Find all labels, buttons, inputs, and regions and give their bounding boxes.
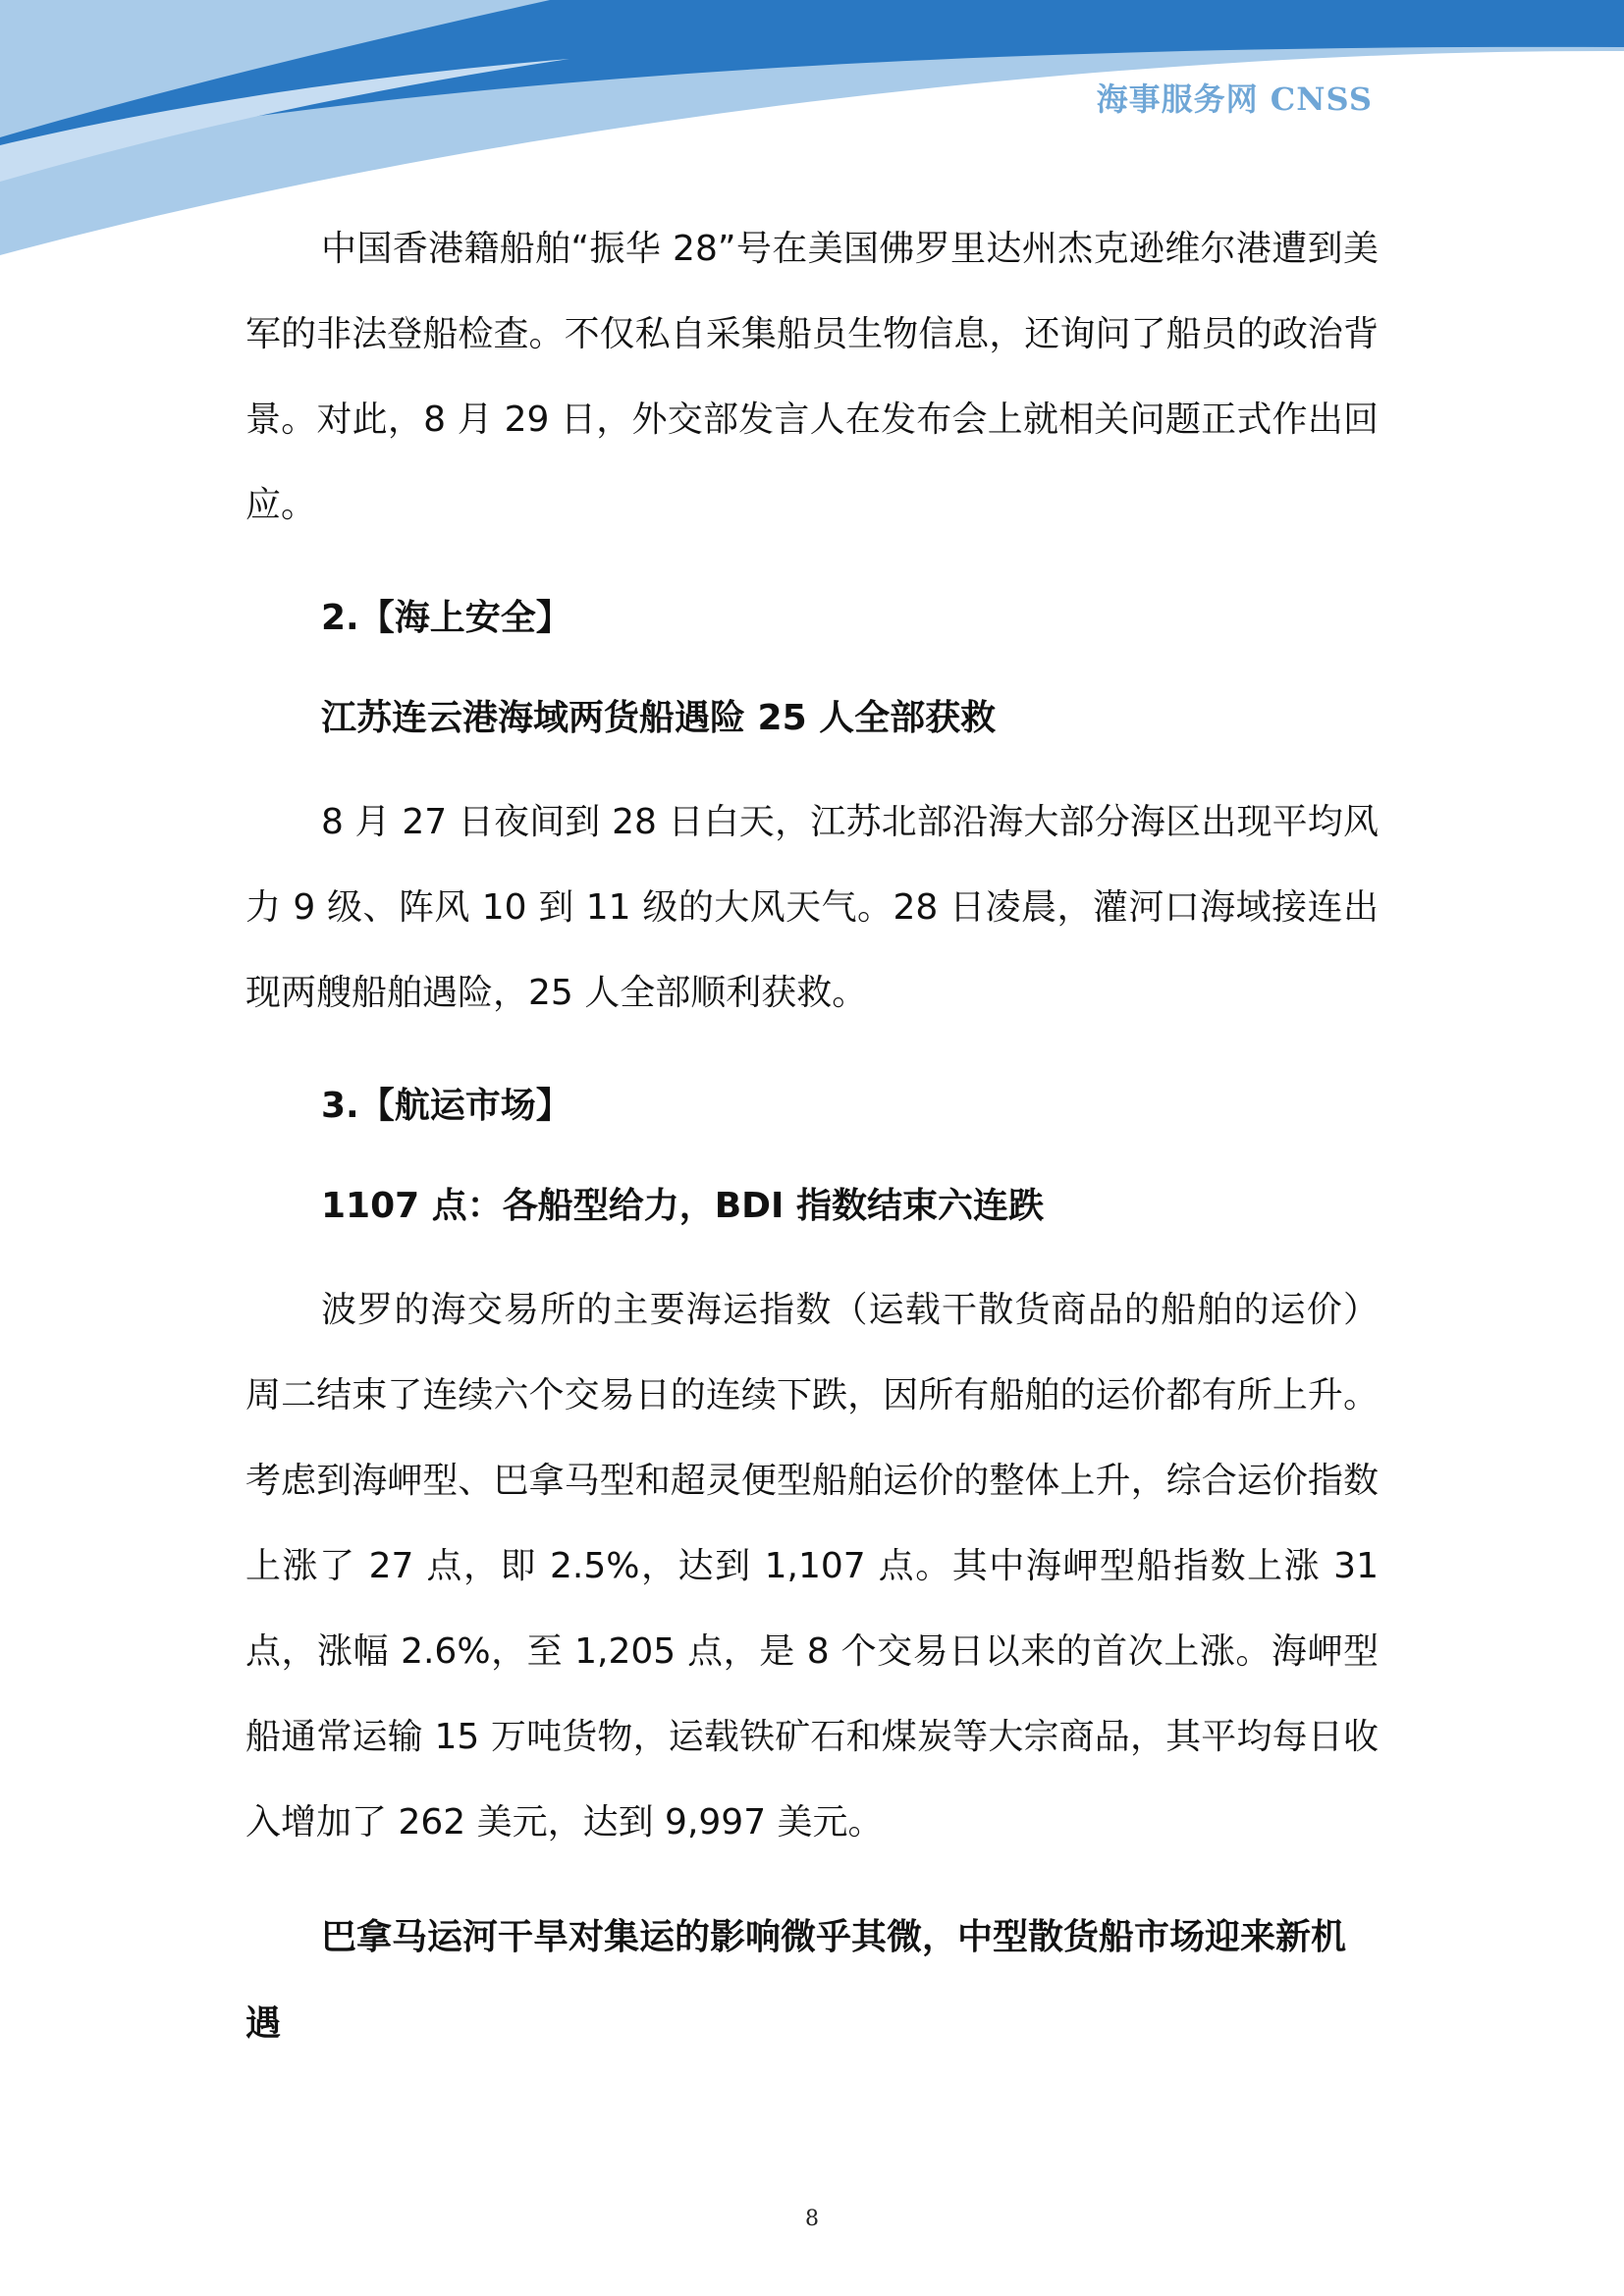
document-body <box>245 206 1379 2089</box>
page-number: 8 <box>805 2207 819 2231</box>
brand-name: 海事服务网 CNSS <box>1096 80 1373 118</box>
article-title-jiangsu-rescue: 江苏连云港海域两货船遇险 25 人全部获救 <box>321 698 997 738</box>
article-body-bdi: 波罗的海交易所的主要海运指数（运载干散货商品的船舶的运价）周二结束了连续六个交易日的连续下跌，因所有船舶的运价都有所上升。考虑到海岬型、巴拿马型和超灵便型船舶运价的整体上升，综合运价指数上涨了 27 点，即 2.5%，达到 1,107 点。其中海岬型船指数上涨 31 点，涨幅 2.6%，至 1,205 点，是 8 个交易日以来的首次上涨。海岬型船通常运输 15 万吨货物，运载铁矿石和煤炭等大宗商品，其平均每日收入增加了 262 美元，达到 9,997 美元。 <box>245 1290 1379 1842</box>
article-body-jiangsu-rescue: 8 月 27 日夜间到 28 日白天，江苏北部沿海大部分海区出现平均风力 9 级、阵风 10 到 11 级的大风天气。28 日凌晨，灌河口海域接连出现两艘船舶遇险，25 人全部顺利获救。 <box>245 802 1379 1013</box>
article-title-panama-canal: 巴拿马运河干旱对集运的影响微乎其微，中型散货船市场迎来新机遇 <box>245 1917 1347 2044</box>
section-heading-maritime-safety: 2.【海上安全】 <box>321 598 571 638</box>
article-title-bdi: 1107 点：各船型给力，BDI 指数结束六连跌 <box>321 1186 1044 1226</box>
section-heading-shipping-market: 3.【航运市场】 <box>321 1086 571 1126</box>
intro-paragraph: 中国香港籍船舶“振华 28”号在美国佛罗里达州杰克逊维尔港遭到美军的非法登船检查。不仅私自采集船员生物信息，还询问了船员的政治背景。对此，8 月 29 日，外交部发言人在发布会上就相关问题正式作出回应。 <box>245 229 1379 525</box>
